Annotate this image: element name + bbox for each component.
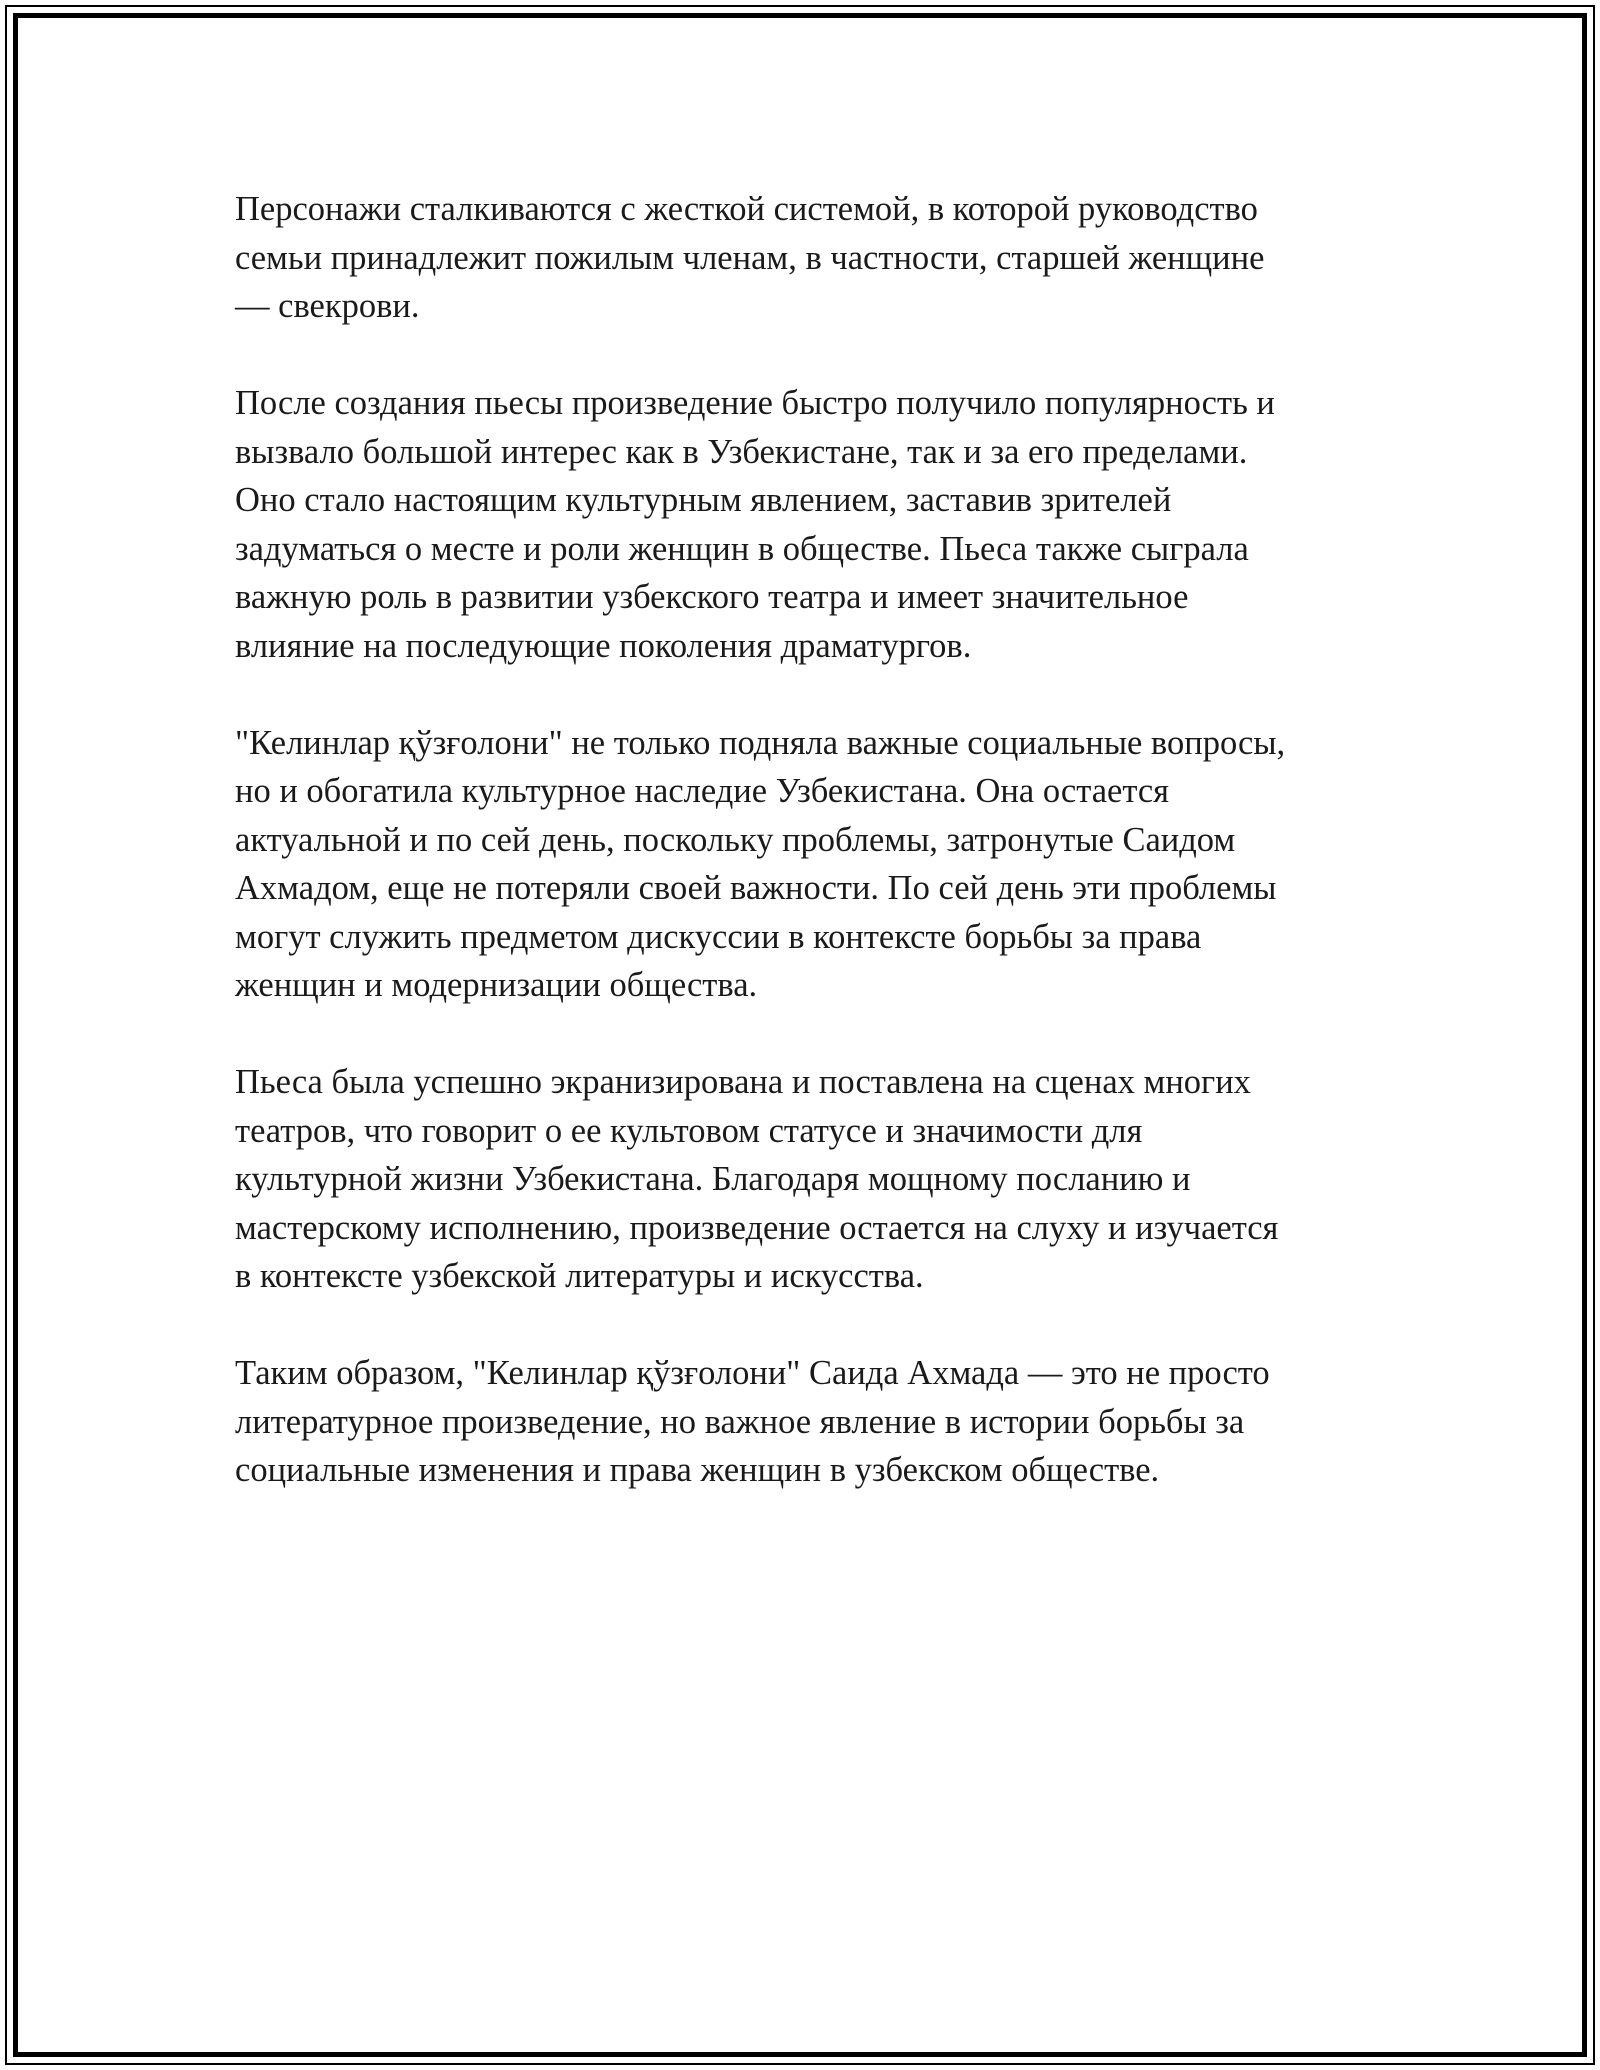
text-line: мастерскому исполнению, произведение остается на слуху и изучается	[235, 1208, 1279, 1247]
text-line: "Келинлар қўзғолони" не только подняла важные социальные вопросы,	[235, 723, 1286, 762]
text-line: женщин и модернизации общества.	[235, 966, 758, 1004]
text-line: социальные изменения и права женщин в узбекском обществе.	[235, 1451, 1160, 1489]
text-line: в контексте узбекской литературы и искусства.	[235, 1257, 924, 1295]
text-line: Оно стало настоящим культурным явлением, заставив зрителей	[235, 481, 1172, 519]
text-line: семьи принадлежит пожилым членам, в частности, старшей женщине	[235, 238, 1265, 277]
text-line: культурной жизни Узбекистана. Благодаря мощному посланию и	[235, 1160, 1191, 1198]
paragraph-2	[235, 379, 1375, 670]
paragraph-3	[235, 719, 1375, 1010]
text-line: литературное произведение, но важное явление в истории борьбы за	[235, 1402, 1245, 1441]
text-line: вызвало большой интерес как в Узбекистане, так и за его пределами.	[235, 432, 1248, 471]
text-line: театров, что говорит о ее культовом статусе и значимости для	[235, 1111, 1143, 1150]
text-line: Таким образом, "Келинлар қўзғолони" Саида Ахмада — это не просто	[235, 1354, 1270, 1392]
text-line: задуматься о месте и роли женщин в обществе. Пьеса также сыграла	[235, 529, 1249, 568]
text-line: актуальной и по сей день, поскольку проблемы, затронутые Саидом	[235, 820, 1236, 859]
text-line: Персонажи сталкиваются с жесткой системой, в которой руководство	[235, 190, 1258, 228]
text-line: важную роль в развитии узбекского театра и имеет значительное	[235, 578, 1189, 616]
document-body	[235, 185, 1375, 1543]
text-line: Ахмадом, еще не потеряли своей важности. По сей день эти проблемы	[235, 869, 1277, 907]
text-line: могут служить предметом дискуссии в контексте борьбы за права	[235, 917, 1202, 956]
text-line: влияние на последующие поколения драматургов.	[235, 626, 972, 665]
text-line: После создания пьесы произведение быстро получило популярность и	[235, 384, 1275, 422]
text-line: Пьеса была успешно экранизирована и поставлена на сценах многих	[235, 1063, 1251, 1101]
paragraph-4	[235, 1058, 1375, 1301]
paragraph-1	[235, 185, 1375, 331]
text-line: но и обогатила культурное наследие Узбекистана. Она остается	[235, 772, 1170, 810]
text-line: — свекрови.	[235, 287, 420, 325]
paragraph-5	[235, 1349, 1375, 1495]
